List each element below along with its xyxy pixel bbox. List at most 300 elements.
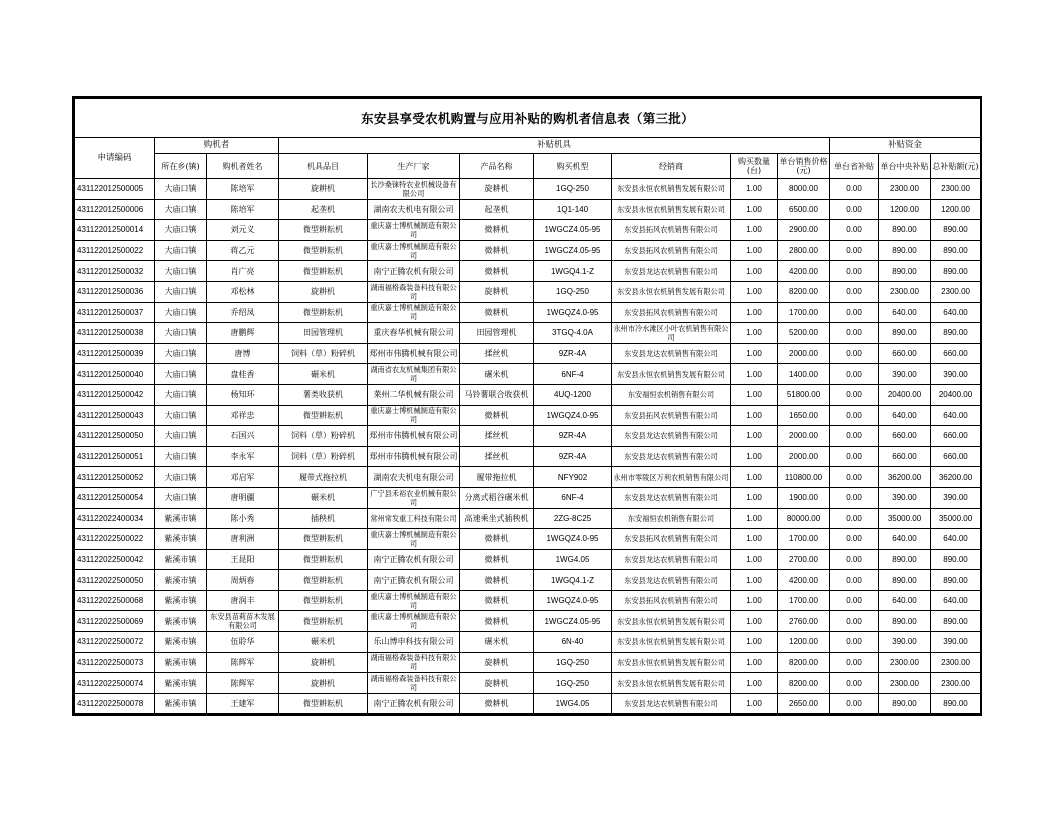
prov-subsidy-cell: 0.00 xyxy=(830,632,879,653)
central-subsidy-cell: 2300.00 xyxy=(879,281,931,302)
central-subsidy-cell: 890.00 xyxy=(879,693,931,714)
central-subsidy-cell: 890.00 xyxy=(879,323,931,344)
product-cell: 微耕机 xyxy=(460,240,534,261)
maker-cell: 重庆嘉士博机械制造有限公司 xyxy=(368,220,460,241)
application-no-cell: 431122012500054 xyxy=(75,487,155,508)
table-row xyxy=(75,632,981,653)
central-subsidy-cell: 640.00 xyxy=(879,590,931,611)
town-cell: 紫溪市镇 xyxy=(155,632,207,653)
town-cell: 大庙口镇 xyxy=(155,426,207,447)
table-row xyxy=(75,220,981,241)
maker-cell: 乐山博申科技有限公司 xyxy=(368,632,460,653)
dealer-cell: 东安县拓风农机销售有限公司 xyxy=(612,529,731,550)
product-cell: 微耕机 xyxy=(460,611,534,632)
total-subsidy-cell: 890.00 xyxy=(931,570,981,591)
quantity-cell: 1.00 xyxy=(731,570,778,591)
maker-cell: 重庆嘉士博机械制造有限公司 xyxy=(368,590,460,611)
category-cell: 插秧机 xyxy=(279,508,368,529)
header-application-no: 申请编码 xyxy=(75,138,155,179)
central-subsidy-cell: 2300.00 xyxy=(879,673,931,694)
model-cell: 1GQ-250 xyxy=(534,281,612,302)
model-cell: 1WGQ4.1-Z xyxy=(534,570,612,591)
product-cell: 碾米机 xyxy=(460,364,534,385)
town-cell: 大庙口镇 xyxy=(155,384,207,405)
quantity-cell: 1.00 xyxy=(731,220,778,241)
unit-price-cell: 1200.00 xyxy=(778,632,830,653)
application-no-cell: 431122012500042 xyxy=(75,384,155,405)
unit-price-cell: 1700.00 xyxy=(778,529,830,550)
town-cell: 大庙口镇 xyxy=(155,179,207,200)
quantity-cell: 1.00 xyxy=(731,673,778,694)
prov-subsidy-cell: 0.00 xyxy=(830,487,879,508)
table-row xyxy=(75,261,981,282)
total-subsidy-cell: 890.00 xyxy=(931,240,981,261)
table-row xyxy=(75,302,981,323)
table-row xyxy=(75,281,981,302)
central-subsidy-cell: 890.00 xyxy=(879,570,931,591)
prov-subsidy-cell: 0.00 xyxy=(830,467,879,488)
quantity-cell: 1.00 xyxy=(731,693,778,714)
model-cell: 2ZG-8C25 xyxy=(534,508,612,529)
header-quantity: 购买数量(台) xyxy=(731,154,778,179)
category-cell: 碾米机 xyxy=(279,487,368,508)
unit-price-cell: 2700.00 xyxy=(778,549,830,570)
prov-subsidy-cell: 0.00 xyxy=(830,281,879,302)
table-row xyxy=(75,693,981,714)
prov-subsidy-cell: 0.00 xyxy=(830,508,879,529)
dealer-cell: 东安县龙达农机销售有限公司 xyxy=(612,426,731,447)
total-subsidy-cell: 2300.00 xyxy=(931,179,981,200)
header-funds-group: 补贴资金 xyxy=(830,138,981,154)
quantity-cell: 1.00 xyxy=(731,652,778,673)
dealer-cell: 东安县龙达农机销售有限公司 xyxy=(612,549,731,570)
quantity-cell: 1.00 xyxy=(731,508,778,529)
table-row xyxy=(75,549,981,570)
model-cell: 9ZR-4A xyxy=(534,426,612,447)
unit-price-cell: 1700.00 xyxy=(778,590,830,611)
spreadsheet-table-container xyxy=(72,96,982,716)
category-cell: 微型耕耘机 xyxy=(279,240,368,261)
category-cell: 起垄机 xyxy=(279,199,368,220)
category-cell: 碾米机 xyxy=(279,364,368,385)
town-cell: 紫溪市镇 xyxy=(155,590,207,611)
unit-price-cell: 2650.00 xyxy=(778,693,830,714)
application-no-cell: 431122022500074 xyxy=(75,673,155,694)
quantity-cell: 1.00 xyxy=(731,199,778,220)
category-cell: 微型耕耘机 xyxy=(279,261,368,282)
model-cell: 9ZR-4A xyxy=(534,446,612,467)
header-model: 购买机型 xyxy=(534,154,612,179)
product-cell: 微耕机 xyxy=(460,529,534,550)
model-cell: 1WGQZ4.0-95 xyxy=(534,405,612,426)
town-cell: 大庙口镇 xyxy=(155,343,207,364)
town-cell: 紫溪市镇 xyxy=(155,529,207,550)
category-cell: 履带式拖拉机 xyxy=(279,467,368,488)
prov-subsidy-cell: 0.00 xyxy=(830,611,879,632)
buyer-name-cell: 乔绍凤 xyxy=(207,302,279,323)
town-cell: 紫溪市镇 xyxy=(155,652,207,673)
town-cell: 大庙口镇 xyxy=(155,323,207,344)
model-cell: 1GQ-250 xyxy=(534,673,612,694)
central-subsidy-cell: 20400.00 xyxy=(879,384,931,405)
town-cell: 大庙口镇 xyxy=(155,240,207,261)
central-subsidy-cell: 2300.00 xyxy=(879,179,931,200)
buyer-name-cell: 蒋乙元 xyxy=(207,240,279,261)
model-cell: 1WGQ4.1-Z xyxy=(534,261,612,282)
header-unit-price: 单台销售价格(元) xyxy=(778,154,830,179)
application-no-cell: 431122012500040 xyxy=(75,364,155,385)
unit-price-cell: 80000.00 xyxy=(778,508,830,529)
product-cell: 微耕机 xyxy=(460,549,534,570)
product-cell: 微耕机 xyxy=(460,405,534,426)
dealer-cell: 东安县永恒农机销售发展有限公司 xyxy=(612,364,731,385)
header-maker: 生产厂家 xyxy=(368,154,460,179)
table-row xyxy=(75,673,981,694)
central-subsidy-cell: 640.00 xyxy=(879,405,931,426)
prov-subsidy-cell: 0.00 xyxy=(830,240,879,261)
buyer-name-cell: 唐利洲 xyxy=(207,529,279,550)
maker-cell: 南宁正腾农机有限公司 xyxy=(368,549,460,570)
product-cell: 微耕机 xyxy=(460,590,534,611)
prov-subsidy-cell: 0.00 xyxy=(830,652,879,673)
model-cell: 1WGCZ4.05-95 xyxy=(534,611,612,632)
buyer-name-cell: 陈培军 xyxy=(207,199,279,220)
dealer-cell: 东安福恒农机销售有限公司 xyxy=(612,508,731,529)
category-cell: 旋耕机 xyxy=(279,652,368,673)
quantity-cell: 1.00 xyxy=(731,487,778,508)
product-cell: 微耕机 xyxy=(460,693,534,714)
town-cell: 大庙口镇 xyxy=(155,405,207,426)
category-cell: 微型耕耘机 xyxy=(279,302,368,323)
header-central-subsidy: 单台中央补贴 xyxy=(879,154,931,179)
product-cell: 微耕机 xyxy=(460,261,534,282)
maker-cell: 重庆嘉士博机械制造有限公司 xyxy=(368,240,460,261)
town-cell: 紫溪市镇 xyxy=(155,693,207,714)
buyer-name-cell: 伍聆华 xyxy=(207,632,279,653)
prov-subsidy-cell: 0.00 xyxy=(830,529,879,550)
central-subsidy-cell: 890.00 xyxy=(879,611,931,632)
prov-subsidy-cell: 0.00 xyxy=(830,220,879,241)
maker-cell: 南宁正腾农机有限公司 xyxy=(368,261,460,282)
product-cell: 揉丝机 xyxy=(460,426,534,447)
table-body xyxy=(75,179,981,714)
header-product: 产品名称 xyxy=(460,154,534,179)
table-row xyxy=(75,364,981,385)
table-row xyxy=(75,426,981,447)
dealer-cell: 东安县拓风农机销售有限公司 xyxy=(612,302,731,323)
category-cell: 饲料（草）粉碎机 xyxy=(279,446,368,467)
category-cell: 旋耕机 xyxy=(279,179,368,200)
central-subsidy-cell: 35000.00 xyxy=(879,508,931,529)
quantity-cell: 1.00 xyxy=(731,446,778,467)
buyer-name-cell: 唐明疆 xyxy=(207,487,279,508)
town-cell: 大庙口镇 xyxy=(155,199,207,220)
unit-price-cell: 2000.00 xyxy=(778,446,830,467)
buyer-name-cell: 东安县苗莉苗木发展有限公司 xyxy=(207,611,279,632)
category-cell: 田园管理机 xyxy=(279,323,368,344)
dealer-cell: 东安县龙达农机销售有限公司 xyxy=(612,487,731,508)
buyer-name-cell: 刘元义 xyxy=(207,220,279,241)
model-cell: 1WG4.05 xyxy=(534,549,612,570)
maker-cell: 郑州市伟腾机械有限公司 xyxy=(368,446,460,467)
dealer-cell: 东安县拓风农机销售有限公司 xyxy=(612,240,731,261)
model-cell: 1WG4.05 xyxy=(534,693,612,714)
dealer-cell: 东安县永恒农机销售发展有限公司 xyxy=(612,673,731,694)
total-subsidy-cell: 890.00 xyxy=(931,261,981,282)
total-subsidy-cell: 2300.00 xyxy=(931,673,981,694)
buyer-name-cell: 陈辉军 xyxy=(207,652,279,673)
prov-subsidy-cell: 0.00 xyxy=(830,323,879,344)
dealer-cell: 东安县永恒农机销售发展有限公司 xyxy=(612,652,731,673)
dealer-cell: 东安县龙达农机销售有限公司 xyxy=(612,693,731,714)
central-subsidy-cell: 390.00 xyxy=(879,632,931,653)
application-no-cell: 431122022500068 xyxy=(75,590,155,611)
dealer-cell: 东安县永恒农机销售发展有限公司 xyxy=(612,611,731,632)
prov-subsidy-cell: 0.00 xyxy=(830,590,879,611)
table-row xyxy=(75,529,981,550)
total-subsidy-cell: 1200.00 xyxy=(931,199,981,220)
unit-price-cell: 1700.00 xyxy=(778,302,830,323)
category-cell: 微型耕耘机 xyxy=(279,549,368,570)
category-cell: 微型耕耘机 xyxy=(279,220,368,241)
product-cell: 田园管理机 xyxy=(460,323,534,344)
central-subsidy-cell: 36200.00 xyxy=(879,467,931,488)
prov-subsidy-cell: 0.00 xyxy=(830,179,879,200)
total-subsidy-cell: 390.00 xyxy=(931,487,981,508)
prov-subsidy-cell: 0.00 xyxy=(830,343,879,364)
unit-price-cell: 1400.00 xyxy=(778,364,830,385)
header-buyer-name: 购机者姓名 xyxy=(207,154,279,179)
total-subsidy-cell: 2300.00 xyxy=(931,281,981,302)
town-cell: 大庙口镇 xyxy=(155,261,207,282)
model-cell: 1Q1-140 xyxy=(534,199,612,220)
prov-subsidy-cell: 0.00 xyxy=(830,199,879,220)
buyer-name-cell: 周炳春 xyxy=(207,570,279,591)
total-subsidy-cell: 890.00 xyxy=(931,693,981,714)
prov-subsidy-cell: 0.00 xyxy=(830,693,879,714)
total-subsidy-cell: 890.00 xyxy=(931,220,981,241)
application-no-cell: 431122012500050 xyxy=(75,426,155,447)
product-cell: 分离式稻谷碾米机 xyxy=(460,487,534,508)
total-subsidy-cell: 890.00 xyxy=(931,549,981,570)
header-category: 机具品目 xyxy=(279,154,368,179)
quantity-cell: 1.00 xyxy=(731,632,778,653)
application-no-cell: 431122022500069 xyxy=(75,611,155,632)
central-subsidy-cell: 390.00 xyxy=(879,364,931,385)
quantity-cell: 1.00 xyxy=(731,343,778,364)
model-cell: NFY902 xyxy=(534,467,612,488)
table-row xyxy=(75,384,981,405)
table-title: 东安县享受农机购置与应用补贴的购机者信息表（第三批） xyxy=(75,99,981,138)
buyer-name-cell: 王建军 xyxy=(207,693,279,714)
model-cell: 6N-40 xyxy=(534,632,612,653)
town-cell: 紫溪市镇 xyxy=(155,570,207,591)
application-no-cell: 431122012500006 xyxy=(75,199,155,220)
model-cell: 1GQ-250 xyxy=(534,652,612,673)
central-subsidy-cell: 640.00 xyxy=(879,529,931,550)
total-subsidy-cell: 660.00 xyxy=(931,446,981,467)
maker-cell: 郑州市伟腾机械有限公司 xyxy=(368,426,460,447)
prov-subsidy-cell: 0.00 xyxy=(830,384,879,405)
prov-subsidy-cell: 0.00 xyxy=(830,673,879,694)
buyer-name-cell: 李永军 xyxy=(207,446,279,467)
prov-subsidy-cell: 0.00 xyxy=(830,570,879,591)
total-subsidy-cell: 20400.00 xyxy=(931,384,981,405)
maker-cell: 重庆嘉士博机械制造有限公司 xyxy=(368,405,460,426)
unit-price-cell: 4200.00 xyxy=(778,261,830,282)
product-cell: 旋耕机 xyxy=(460,179,534,200)
product-cell: 揉丝机 xyxy=(460,343,534,364)
unit-price-cell: 2800.00 xyxy=(778,240,830,261)
table-row xyxy=(75,199,981,220)
unit-price-cell: 1900.00 xyxy=(778,487,830,508)
application-no-cell: 431122012500005 xyxy=(75,179,155,200)
unit-price-cell: 2000.00 xyxy=(778,426,830,447)
quantity-cell: 1.00 xyxy=(731,611,778,632)
dealer-cell: 东安县龙达农机销售有限公司 xyxy=(612,261,731,282)
category-cell: 微型耕耘机 xyxy=(279,529,368,550)
town-cell: 紫溪市镇 xyxy=(155,508,207,529)
central-subsidy-cell: 660.00 xyxy=(879,426,931,447)
total-subsidy-cell: 390.00 xyxy=(931,632,981,653)
category-cell: 微型耕耘机 xyxy=(279,570,368,591)
category-cell: 碾米机 xyxy=(279,632,368,653)
header-town: 所在乡(镇) xyxy=(155,154,207,179)
category-cell: 微型耕耘机 xyxy=(279,405,368,426)
prov-subsidy-cell: 0.00 xyxy=(830,302,879,323)
unit-price-cell: 4200.00 xyxy=(778,570,830,591)
dealer-cell: 东安县龙达农机销售有限公司 xyxy=(612,570,731,591)
total-subsidy-cell: 660.00 xyxy=(931,343,981,364)
model-cell: 6NF-4 xyxy=(534,487,612,508)
dealer-cell: 永州市零陵区万利农机销售有限公司 xyxy=(612,467,731,488)
central-subsidy-cell: 890.00 xyxy=(879,549,931,570)
maker-cell: 长沙桑铼特农业机械设备有限公司 xyxy=(368,179,460,200)
table-row xyxy=(75,446,981,467)
dealer-cell: 东安县永恒农机销售发展有限公司 xyxy=(612,632,731,653)
model-cell: 1WGCZ4.05-95 xyxy=(534,240,612,261)
unit-price-cell: 8200.00 xyxy=(778,673,830,694)
header-buyer-group: 购机者 xyxy=(155,138,279,154)
dealer-cell: 东安县拓风农机销售有限公司 xyxy=(612,590,731,611)
dealer-cell: 东安福恒农机销售有限公司 xyxy=(612,384,731,405)
unit-price-cell: 2900.00 xyxy=(778,220,830,241)
buyer-name-cell: 盘桂香 xyxy=(207,364,279,385)
category-cell: 薯类收获机 xyxy=(279,384,368,405)
application-no-cell: 431122012500052 xyxy=(75,467,155,488)
header-total-subsidy: 总补贴额(元) xyxy=(931,154,981,179)
quantity-cell: 1.00 xyxy=(731,467,778,488)
total-subsidy-cell: 35000.00 xyxy=(931,508,981,529)
header-prov-subsidy: 单台省补贴 xyxy=(830,154,879,179)
buyer-name-cell: 陈辉军 xyxy=(207,673,279,694)
quantity-cell: 1.00 xyxy=(731,261,778,282)
application-no-cell: 431122022500022 xyxy=(75,529,155,550)
town-cell: 大庙口镇 xyxy=(155,487,207,508)
maker-cell: 重庆嘉士博机械制造有限公司 xyxy=(368,302,460,323)
category-cell: 微型耕耘机 xyxy=(279,693,368,714)
unit-price-cell: 110800.00 xyxy=(778,467,830,488)
total-subsidy-cell: 36200.00 xyxy=(931,467,981,488)
table-row xyxy=(75,323,981,344)
category-cell: 旋耕机 xyxy=(279,673,368,694)
maker-cell: 重庆嘉士博机械制造有限公司 xyxy=(368,611,460,632)
model-cell: 6NF-4 xyxy=(534,364,612,385)
buyer-name-cell: 唐鹏辉 xyxy=(207,323,279,344)
unit-price-cell: 6500.00 xyxy=(778,199,830,220)
product-cell: 高速乘坐式插秧机 xyxy=(460,508,534,529)
maker-cell: 湖南农夫机电有限公司 xyxy=(368,467,460,488)
prov-subsidy-cell: 0.00 xyxy=(830,405,879,426)
prov-subsidy-cell: 0.00 xyxy=(830,364,879,385)
total-subsidy-cell: 640.00 xyxy=(931,405,981,426)
dealer-cell: 东安县拓风农机销售有限公司 xyxy=(612,220,731,241)
total-subsidy-cell: 660.00 xyxy=(931,426,981,447)
table-row xyxy=(75,652,981,673)
dealer-cell: 东安县永恒农机销售发展有限公司 xyxy=(612,281,731,302)
application-no-cell: 431122012500036 xyxy=(75,281,155,302)
total-subsidy-cell: 2300.00 xyxy=(931,652,981,673)
table-row xyxy=(75,570,981,591)
central-subsidy-cell: 890.00 xyxy=(879,261,931,282)
quantity-cell: 1.00 xyxy=(731,323,778,344)
dealer-cell: 东安县拓风农机销售有限公司 xyxy=(612,405,731,426)
application-no-cell: 431122012500051 xyxy=(75,446,155,467)
application-no-cell: 431122022500042 xyxy=(75,549,155,570)
model-cell: 1GQ-250 xyxy=(534,179,612,200)
quantity-cell: 1.00 xyxy=(731,179,778,200)
buyer-name-cell: 邓松林 xyxy=(207,281,279,302)
prov-subsidy-cell: 0.00 xyxy=(830,549,879,570)
model-cell: 1WGQZ4.0-95 xyxy=(534,302,612,323)
product-cell: 微耕机 xyxy=(460,302,534,323)
central-subsidy-cell: 1200.00 xyxy=(879,199,931,220)
dealer-cell: 东安县永恒农机销售发展有限公司 xyxy=(612,179,731,200)
model-cell: 1WGQZ4.0-95 xyxy=(534,590,612,611)
maker-cell: 湖南农夫机电有限公司 xyxy=(368,199,460,220)
model-cell: 9ZR-4A xyxy=(534,343,612,364)
quantity-cell: 1.00 xyxy=(731,405,778,426)
maker-cell: 常州常发重工科技有限公司 xyxy=(368,508,460,529)
buyer-name-cell: 唐博 xyxy=(207,343,279,364)
table-row xyxy=(75,240,981,261)
table-row xyxy=(75,508,981,529)
application-no-cell: 431122012500038 xyxy=(75,323,155,344)
quantity-cell: 1.00 xyxy=(731,240,778,261)
product-cell: 旋耕机 xyxy=(460,281,534,302)
buyer-name-cell: 陈培军 xyxy=(207,179,279,200)
dealer-cell: 东安县永恒农机销售发展有限公司 xyxy=(612,199,731,220)
town-cell: 紫溪市镇 xyxy=(155,673,207,694)
model-cell: 3TGQ-4.0A xyxy=(534,323,612,344)
product-cell: 揉丝机 xyxy=(460,446,534,467)
application-no-cell: 431122012500032 xyxy=(75,261,155,282)
unit-price-cell: 8200.00 xyxy=(778,281,830,302)
table-row xyxy=(75,179,981,200)
product-cell: 起垄机 xyxy=(460,199,534,220)
unit-price-cell: 8200.00 xyxy=(778,652,830,673)
maker-cell: 湖南省农友机械集团有限公司 xyxy=(368,364,460,385)
category-cell: 旋耕机 xyxy=(279,281,368,302)
table-row xyxy=(75,611,981,632)
model-cell: 4UQ-1200 xyxy=(534,384,612,405)
table-row xyxy=(75,405,981,426)
town-cell: 大庙口镇 xyxy=(155,220,207,241)
buyer-name-cell: 唐润丰 xyxy=(207,590,279,611)
quantity-cell: 1.00 xyxy=(731,384,778,405)
town-cell: 紫溪市镇 xyxy=(155,549,207,570)
town-cell: 大庙口镇 xyxy=(155,364,207,385)
